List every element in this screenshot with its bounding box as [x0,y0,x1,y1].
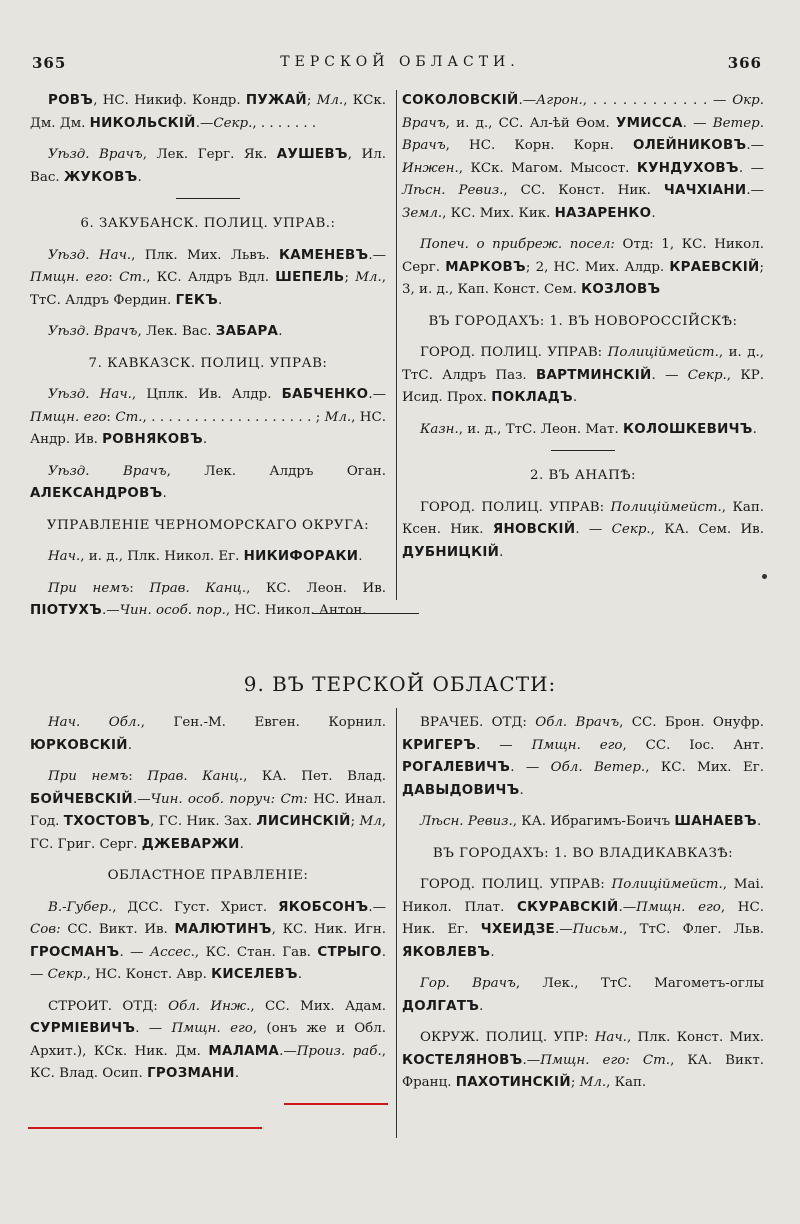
position-title: Полиціймейст. [607,345,719,360]
entry-paragraph [402,811,764,834]
official-name: ЧХЕИДЗЕ [480,922,555,937]
entry-text: . — [682,115,713,131]
position-title: Лѣсн. Ревиз. [420,814,513,829]
entry-text [630,1053,643,1068]
position-title: Окр. Врачъ [402,93,764,131]
entry-text: , СС. Конст. Ник. [503,183,664,198]
entry-text: , КА. Пет. Влад. [243,769,387,784]
entry-text: . [519,782,524,798]
official-name: КАМЕНЕВЪ [279,247,369,263]
official-name: МАЛАМА [208,1043,280,1059]
official-name: ДЖЕВАРЖИ [141,836,240,852]
official-name: ПОКЛАДЪ [491,390,573,405]
entry-text: .— [554,922,573,937]
official-name: ГРОСМАНЪ [30,944,120,960]
bottom-left-column [30,712,386,1095]
position-title: Полиціймейст. [611,877,723,892]
position-title: Агрон. [536,93,583,108]
entry-text: , НС. Никол. Антон. [225,603,367,618]
position-title: При немъ [48,769,129,784]
position-title: При немъ [48,580,130,596]
entry-text: , СС. Іос. Ант. [622,737,764,753]
position-title: Пмщн. его [30,270,109,285]
top-right-column [402,90,764,573]
entry-text: . — [651,367,688,383]
official-name: АЛЕКСАНДРОВЪ [30,486,163,501]
entry-paragraph [402,973,764,1018]
entry-text: ОКРУЖ. ПОЛИЦ. УПР: [420,1030,595,1045]
entry-paragraph [30,461,386,506]
page-number-right: 366 [727,54,762,72]
entry-text: .— [518,93,537,108]
official-name: ТХОСТОВЪ [63,814,151,829]
entry-text: .— [132,791,151,807]
entry-text: ; [306,93,317,108]
entry-text: , Плк. Мих. Львъ. [131,247,280,263]
official-name: СУРМІЕВИЧЪ [30,1021,136,1036]
official-name: РОВНЯКОВЪ [102,432,203,447]
position-title: Чин. особ. поруч: [150,791,276,807]
entry-text: : [108,270,120,285]
entry-text: . [278,324,283,339]
entry-text: .— [522,1052,541,1068]
entry-text: , НС. Никиф. Кондр. [93,93,246,108]
official-name: ЗАБАРА [215,324,279,339]
entry-text: . — [476,737,532,753]
entry-text: . [202,432,208,447]
position-title: Пмщн. его [30,409,107,425]
section-heading: 6. ЗАКУБАНСК. ПОЛИЦ. УПРАВ.: [80,216,336,231]
entry-paragraph [402,234,764,302]
entry-text: , КС. Ник. Игн. [271,922,387,937]
entry-text: , Лек. Вас. [137,324,216,339]
entry-text: .— [746,183,764,198]
entry-text: . [358,549,363,564]
position-title: Прав. Канц. [149,580,247,596]
entry-text: : [129,580,150,596]
top-column-divider [396,90,397,600]
official-name: ДАВЫДОВИЧЪ [402,782,520,798]
entry-text: ; [570,1075,580,1090]
position-title: Ст. [642,1052,671,1068]
position-title: Ассес. [150,944,195,960]
entry-paragraph [402,90,764,225]
entry-text: , и. д., Плк. Никол. Ег. [80,549,244,564]
entry-text: , КС. Леон. Ив. [246,580,386,596]
bottom-column-divider [396,708,397,1138]
position-title: Уѣзд. Врачъ [48,324,138,339]
entry-text: ГОРОД. ПОЛИЦ. УПРАВ: [420,345,608,360]
entry-text: , КА. Ибрагимъ-Боичъ [512,814,675,829]
section-heading: ВЪ ГОРОДАХЪ: 1. ВО ВЛАДИКАВКАЗѢ: [432,845,734,861]
official-name: РОВЪ [48,93,94,108]
entry-text: , КС. Алдръ Вдл. [146,270,276,285]
official-name: ДОЛГАТЪ [402,998,480,1014]
position-title: Сов: [30,922,61,937]
entry-text: , . . . . . . . [252,115,317,131]
entry-text: .— [368,899,386,915]
entry-text: . [651,205,656,221]
entry-paragraph [402,342,764,410]
entry-paragraph [30,90,386,135]
entry-text: , (онъ же и Обл. Архит.), КСк. Ник. Дм. [30,1021,386,1059]
entry-text: , Кап. [606,1075,647,1090]
entry-text: .— [279,1043,297,1059]
entry-text: , НС. Андр. Ив. [30,409,386,447]
position-title: Ст. [115,409,143,425]
official-name: СТРЫГО [317,944,382,960]
entry-text: . [217,292,223,308]
entry-paragraph [402,712,764,802]
entry-paragraph [402,497,764,565]
short-rule [176,198,240,199]
position-title: Секр. [47,967,87,982]
position-title: Мл. [355,270,382,285]
entry-text: . — [738,160,764,176]
entry-text: , и. д., СС. Ал-ѣй Ѳом. [445,115,616,131]
position-title: Пмщн. его [636,899,721,915]
red-underline-2 [28,1127,262,1129]
official-name: ШАНАЕВЪ [674,814,757,829]
section-heading: 7. КАВКАЗСК. ПОЛИЦ. УПРАВ: [88,355,328,371]
position-title: Обл. Инж. [168,998,251,1014]
position-title: Гор. Врачъ [420,976,516,991]
official-name: КИСЕЛЕВЪ [211,967,298,982]
position-title: Произ. раб. [296,1043,382,1059]
position-title: Обл. Врачъ [535,715,620,730]
position-title: Мл. [579,1075,607,1090]
position-title: Лѣсн. Ревиз. [402,183,504,198]
entry-text: . [137,169,142,185]
position-title: Полиціймейст. [610,499,722,515]
entry-text: .— [195,115,214,131]
official-name: ПІОТУХЪ [30,603,103,618]
official-name: СОКОЛОВСКІЙ [402,93,519,108]
entry-text: , ТтС. Алдръ Фердин. [30,270,386,308]
entry-text: . — [510,760,551,775]
official-name: МАЛЮТИНЪ [174,922,272,937]
entry-paragraph [402,1027,764,1095]
section-heading: ВЪ ГОРОДАХЪ: 1. ВЪ НОВОРОССІЙСКѢ: [428,313,738,329]
entry-paragraph [402,874,764,964]
entry-text: . [234,1066,240,1081]
entry-text: , Маі. Никол. Плат. [402,877,765,915]
entry-text: ГОРОД. ПОЛИЦ. УПРАВ: [420,499,611,515]
official-name: КРАЕВСКІЙ [669,259,760,275]
entry-text: . [499,544,504,560]
entry-text: : [128,769,148,784]
position-title: Ст: [280,791,308,807]
entry-text: Отд: 1, КС. Никол. Серг. [402,237,764,275]
position-title: Секр. [687,367,727,383]
official-name: ГЕКЪ [175,292,218,308]
official-name: ЧАЧХІАНИ [663,183,747,198]
position-title: В.-Губер. [48,899,113,915]
entry-text: . — [575,522,612,537]
entry-text: СТРОИТ. ОТД: [48,998,169,1014]
entry-text: . — [30,944,386,982]
entry-paragraph [30,384,386,452]
official-name: ОЛЕЙНИКОВЪ [632,138,747,153]
entry-text: , ГС. Григ. Серг. [30,814,387,852]
official-name: ЖУКОВЪ [63,169,138,185]
entry-text: , Плк. Конст. Мих. [626,1030,764,1045]
position-title: Нач. [594,1030,627,1045]
section-divider-rule [313,613,419,614]
position-title: Пмщн. его [531,737,623,753]
short-rule [551,450,615,451]
position-title: Обл. Ветер. [550,760,646,775]
official-name: КОЗЛОВЪ [581,282,661,297]
official-name: ПУЖАЙ [245,93,307,108]
section-heading: 2. ВЪ АНАПѢ: [529,468,637,483]
official-name: ЛИСИНСКІЙ [256,814,351,829]
entry-text: . [572,390,578,405]
official-name: КОСТЕЛЯНОВЪ [402,1052,523,1068]
position-title: Нач. Обл. [48,715,141,730]
entry-paragraph [30,996,386,1086]
position-title: Мл. [324,409,352,425]
position-title: Пмщн. его [171,1021,253,1036]
entry-text: , Лек. Алдръ Оган. [166,463,386,479]
entry-text: , и. д., ТтС. Леон. Мат. [458,421,624,437]
entry-paragraph [30,245,386,313]
position-title: Уѣзд. Врачъ [48,147,143,162]
entry-text: , ДСС. Густ. Христ. [112,899,279,915]
position-title: Чин. особ. пор. [119,603,226,618]
entry-text: . [162,486,167,501]
entry-text: .— [368,387,386,402]
entry-text: , КСк. Магом. Мысост. [458,160,637,176]
entry-text: , КС. Стан. Гав. [194,944,318,960]
entry-text: , НС. Ник. Ег. [402,899,764,937]
entry-text: ГОРОД. ПОЛИЦ. УПРАВ: [420,877,612,892]
entry-text: , Ил. Вас. [30,147,386,185]
official-name: ЯКОВЛЕВЪ [402,944,491,960]
entry-paragraph [30,546,386,569]
position-title: Ст. [119,270,147,285]
entry-text: НС. Инал. Год. [30,791,387,829]
official-name: ПАХОТИНСКІЙ [455,1075,571,1090]
entry-text: , ГС. Ник. Зах. [150,814,257,829]
entry-text: , КА. Сем. Ив. [650,522,764,537]
top-left-column [30,90,386,632]
entry-text: ВРАЧЕБ. ОТД: [420,715,536,730]
position-title: Инжен. [402,160,459,176]
official-name: НИКИФОРАКИ [243,549,359,564]
entry-text: , СС. Брон. Онуфр. [619,715,764,730]
official-name: МАРКОВЪ [445,259,526,275]
entry-text: . [752,421,757,437]
official-name: ВАРТМИНСКІЙ [535,367,652,383]
position-title: Прав. Канц. [147,769,244,784]
entry-text: , . . . . . . . . . . . . . . . . . . . ; [142,409,325,425]
entry-text: . [239,836,244,852]
page-number-left: 365 [32,54,67,72]
section-title: 9. ВЪ ТЕРСКОЙ ОБЛАСТИ: [243,672,557,696]
running-title: ТЕРСКОЙ ОБЛАСТИ. [280,54,520,70]
entry-text: . [297,967,303,982]
position-title: Секр. [611,522,651,537]
official-name: БОЙЧЕВСКІЙ [30,791,133,807]
position-title: Мл. [316,93,344,108]
entry-text: , КСк. Дм. Дм. [30,93,386,131]
red-underline-1 [284,1103,388,1105]
entry-text: , КС. Мих. Кик. [442,205,555,221]
position-title: Уѣзд. Нач. [48,247,132,263]
entry-paragraph [30,712,386,757]
position-title: Казн. [420,421,459,437]
position-title: Мл [359,814,382,829]
official-name: УМИССА [615,115,683,131]
entry-text: , Лек. Герг. Як. [142,147,277,162]
official-name: РОГАЛЕВИЧЪ [402,760,511,775]
official-name: ГРОЗМАНИ [147,1066,235,1081]
entry-text: ; 2, НС. Мих. Алдр. [525,259,670,275]
entry-paragraph [30,897,386,987]
entry-paragraph [30,144,386,189]
position-title: Секр. [213,115,253,131]
section-heading: ОБЛАСТНОЕ ПРАВЛЕНІЕ: [107,868,309,883]
entry-text: , КР. Исид. Прох. [402,367,764,405]
entry-text: . [479,998,484,1014]
official-name: ЯНОВСКІЙ [492,522,576,537]
entry-text: . [127,737,132,753]
position-title: Письм. [572,922,624,937]
entry-text: . — [135,1021,172,1036]
entry-text: ; [350,814,360,829]
entry-text: .— [618,899,637,915]
position-title: Земл. [402,205,443,221]
entry-text: ; [344,270,356,285]
official-name: КРИГЕРЪ [402,737,477,753]
entry-text: , и. д., ТтС. Алдръ Паз. [402,345,764,383]
entry-text: , СС. Мих. Адам. [250,998,387,1014]
entry-text: .— [102,603,120,618]
entry-text: . — [119,944,151,960]
entry-text: , Цплк. Ив. Алдр. [131,387,282,402]
section-heading: УПРАВЛЕНІЕ ЧЕРНОМОРСКАГО ОКРУГА: [46,517,370,533]
entry-text: .— [368,247,386,263]
entry-paragraph [30,578,386,623]
entry-text: , Кап. Ксен. Ник. [402,499,765,537]
entry-text: : [106,409,116,425]
position-title: Пмщн. его: [540,1052,630,1068]
entry-text: .— [746,138,764,153]
entry-text: , . . . . . . . . . . . . — [582,93,733,108]
official-name: КУНДУХОВЪ [636,160,739,176]
official-name: ЮРКОВСКІЙ [30,737,128,753]
official-name: НИКОЛЬСКІЙ [89,115,196,131]
official-name: АУШЕВЪ [276,147,348,162]
official-name: СКУРАВСКІЙ [517,899,619,915]
official-name: ЯКОБСОНЪ [278,899,369,915]
position-title: Уѣзд. Врачъ [48,463,167,479]
position-title: Ветер. Врачъ [402,115,764,153]
entry-text: . [756,814,762,829]
entry-text: , ТтС. Флег. Льв. [623,922,764,937]
position-title: Нач. [48,549,81,564]
ink-dot [762,574,767,579]
entry-text: , Лек., ТтС. Магометъ-оглы [515,976,765,991]
entry-paragraph [402,419,764,442]
position-title: Уѣзд. Нач. [48,387,132,402]
entry-text: , НС. Корн. Корн. [445,138,633,153]
entry-paragraph [30,321,386,344]
entry-text: , КС. Влад. Осип. [30,1043,386,1081]
entry-text: СС. Викт. Ив. [60,922,175,937]
entry-text: . [490,944,495,960]
entry-paragraph [30,766,386,856]
entry-text: , КС. Мих. Ег. [645,760,764,775]
official-name: КОЛОШКЕВИЧЪ [623,421,753,437]
entry-text: ; 3, и. д., Кап. Конст. Сем. [402,259,764,297]
official-name: НАЗАРЕНКО [554,205,652,221]
entry-text: , Ген.-М. Евген. Корнил. [140,715,387,730]
official-name: ШЕПЕЛЬ [275,270,345,285]
entry-text: , НС. Конст. Авр. [86,967,212,982]
official-name: ДУБНИЦКІЙ [402,544,500,560]
entry-text: , КА. Викт. Франц. [402,1052,764,1090]
official-name: БАБЧЕНКО [281,387,369,402]
position-title: Попеч. о прибреж. посел: [420,237,615,252]
bottom-right-column [402,712,764,1104]
